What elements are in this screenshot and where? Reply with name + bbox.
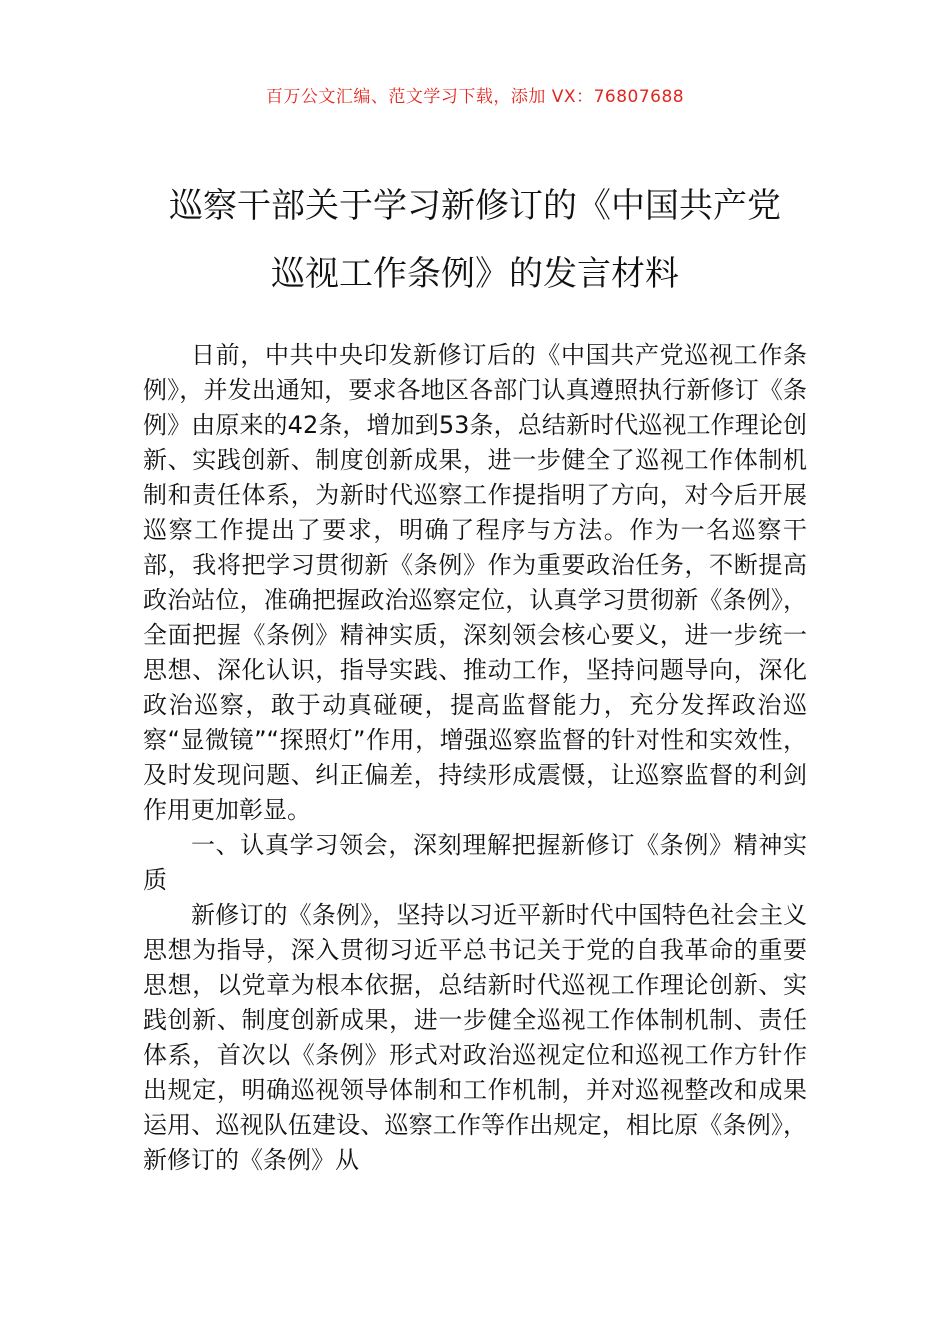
title-line-2: 巡视工作条例》的发言材料 — [271, 254, 679, 294]
title-line-1: 巡察干部关于学习新修订的《中国共产党 — [169, 186, 781, 226]
paragraph-section-1: 新修订的《条例》，坚持以习近平新时代中国特色社会主义思想为指导，深入贯彻习近平总书记关于党的自我革命的重要思想，以党章为根本依据，总结新时代巡视工作理论创新、实践创新、制度创新成果，进一步健全巡视工作体制机制、责任体系，首次以《条例》形式对政治巡视定位和巡视工作方针作出规定，明确巡视领导体制和工作机制，并对巡视整改和成果运用、巡视队伍建设、巡察工作等作出规定，相比原《条例》，新修订的《条例》从 — [143, 901, 807, 1174]
document-body — [143, 338, 807, 1178]
paragraph-intro: 日前，中共中央印发新修订后的《中国共产党巡视工作条例》，并发出通知，要求各地区各部门认真遵照执行新修订《条例》由原来的42条，增加到53条，总结新时代巡视工作理论创新、实践创新、制度创新成果，进一步健全了巡视工作体制机制和责任体系，为新时代巡察工作提指明了方向，对今后开展巡察工作提出了要求，明确了程序与方法。作为一名巡察干部，我将把学习贯彻新《条例》作为重要政治任务，不断提高政治站位，准确把握政治巡察定位，认真学习贯彻新《条例》，全面把握《条例》精神实质，深刻领会核心要义，进一步统一思想、深化认识，指导实践、推动工作，坚持问题导向，深化政治巡察，敢于动真碰硬，提高监督能力，充分发挥政治巡察“显微镜”“探照灯”作用，增强巡察监督的针对性和实效性，及时发现问题、纠正偏差，持续形成震慑，让巡察监督的利剑作用更加彰显。 — [143, 341, 807, 824]
promo-header: 百万公文汇编、范文学习下载，添加 VX：76807688 — [265, 87, 685, 107]
section-heading-1: 一、认真学习领会，深刻理解把握新修订《条例》精神实质 — [143, 831, 807, 894]
document-title — [140, 172, 810, 308]
